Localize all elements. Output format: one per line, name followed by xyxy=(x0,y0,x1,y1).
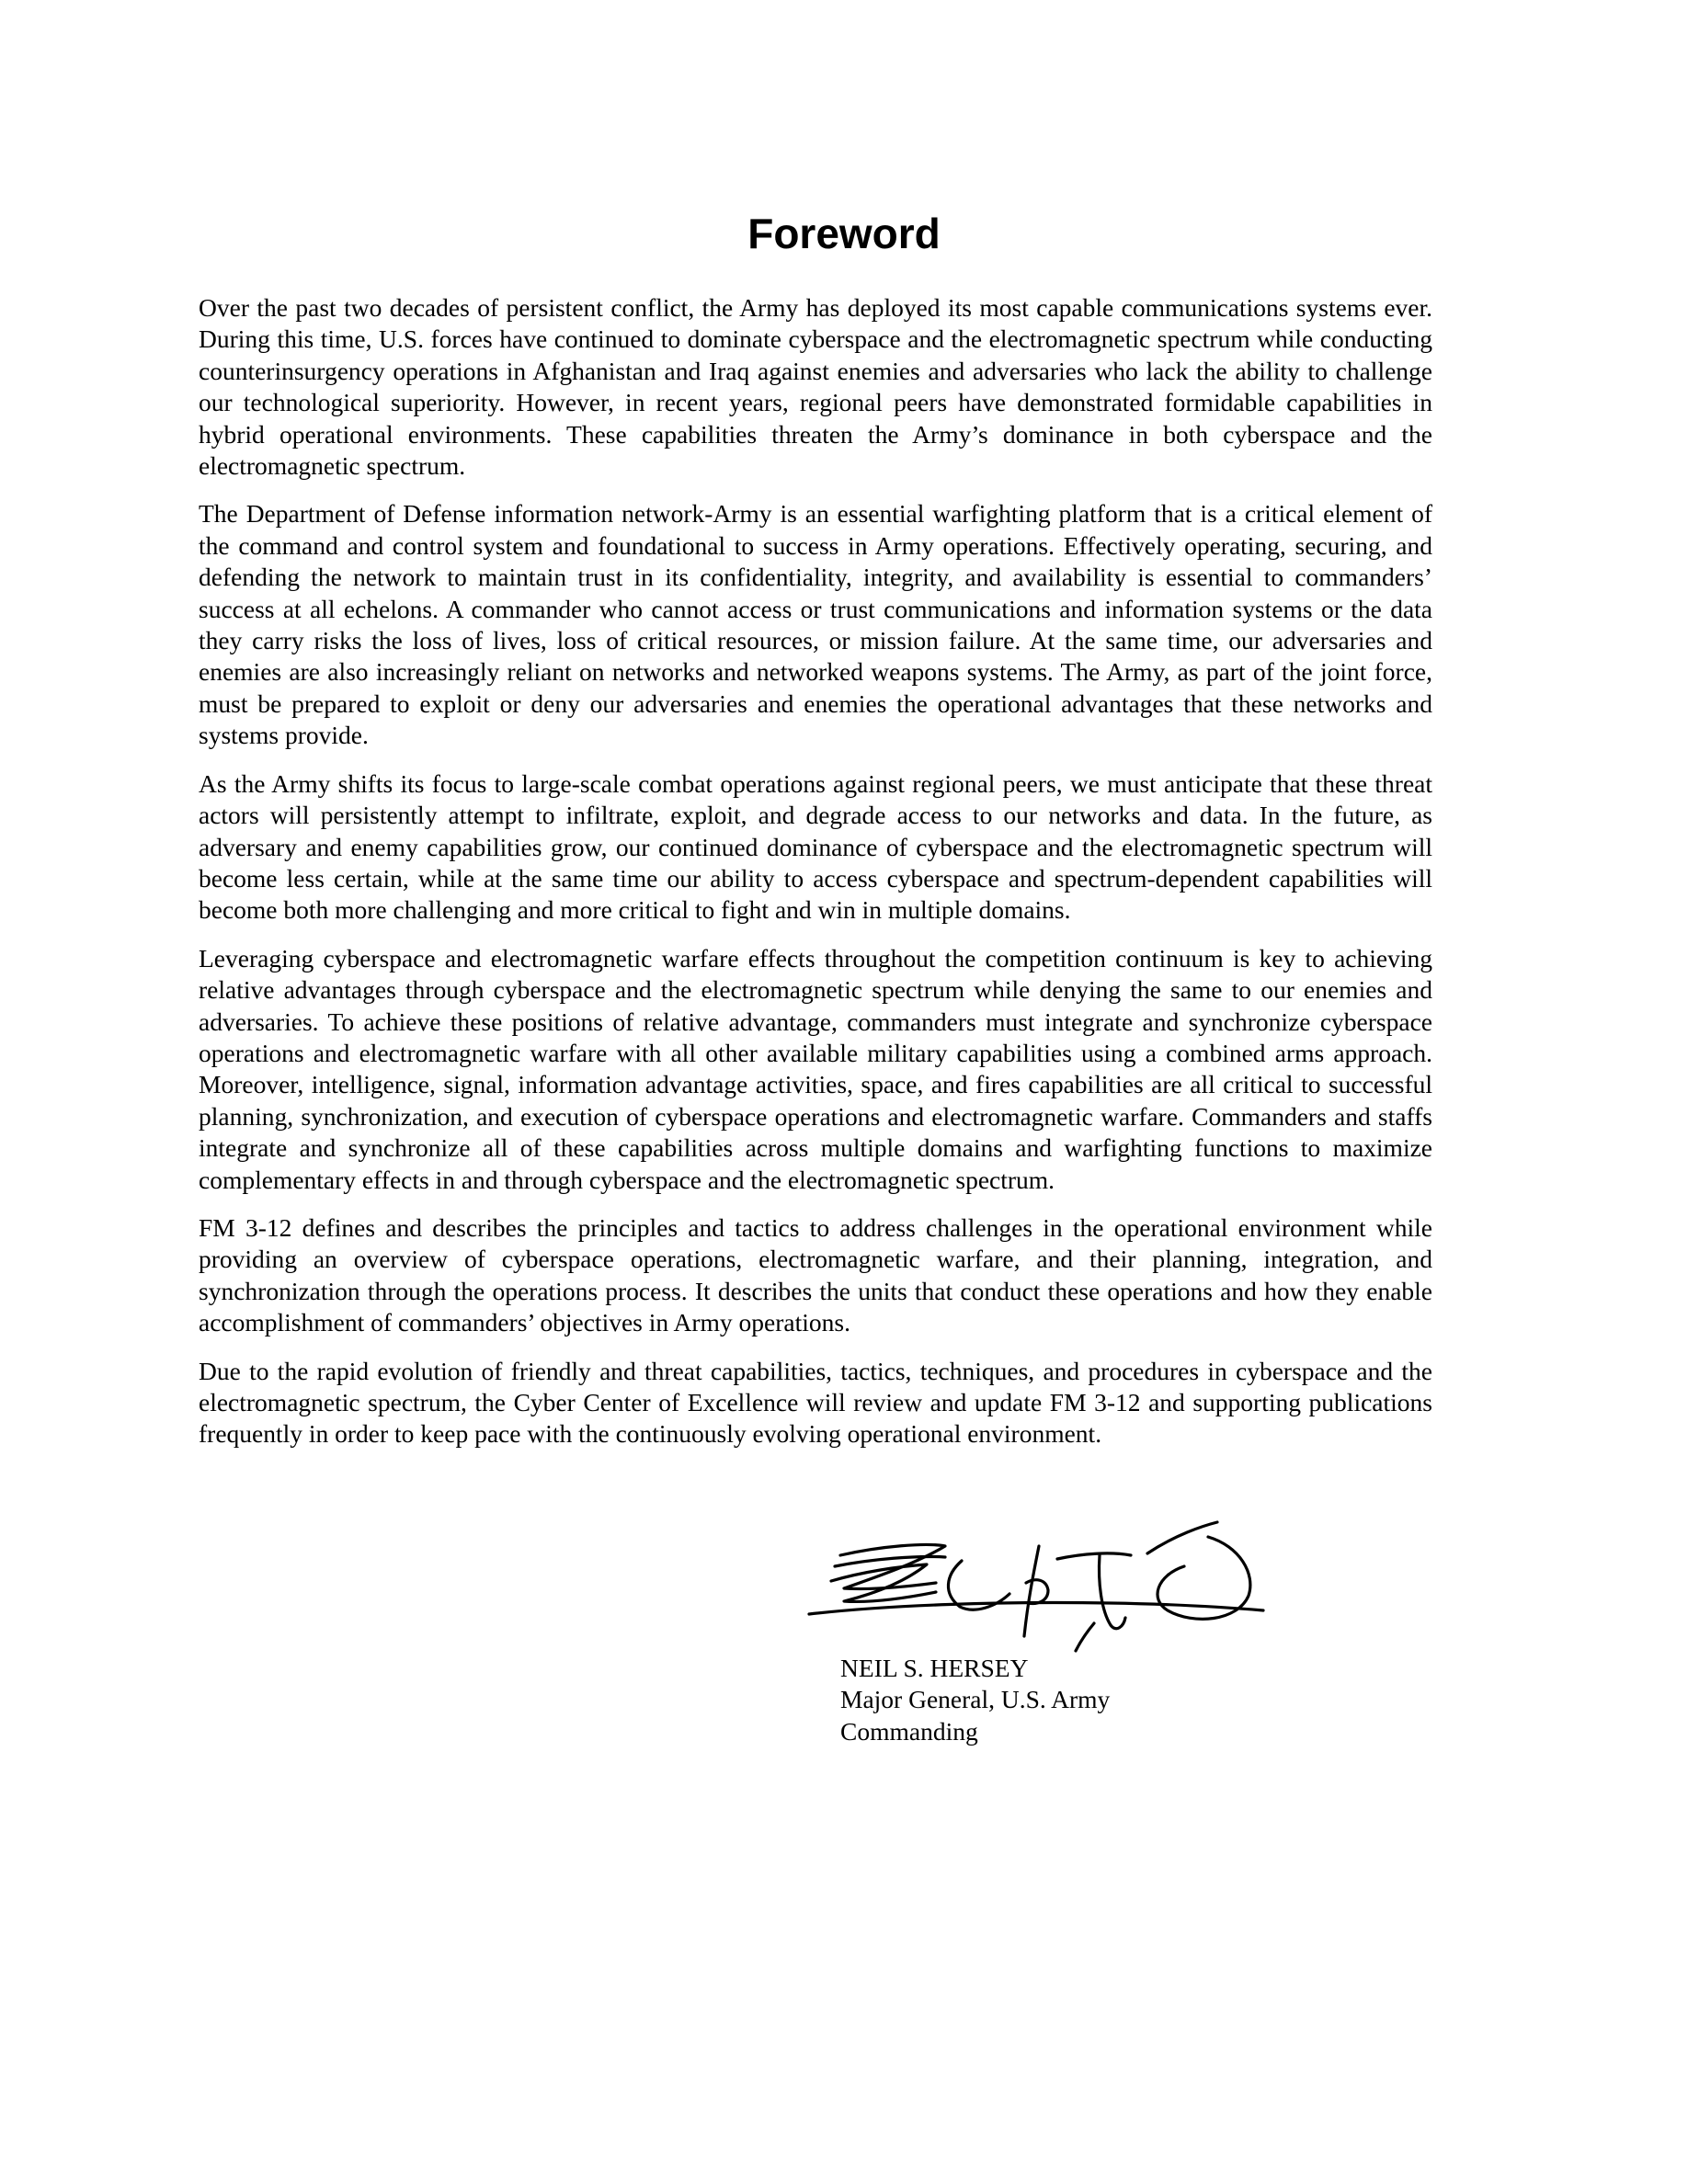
page-title: Foreword xyxy=(747,210,941,257)
paragraph-3: As the Army shifts its focus to large-scale combat operations against regional peers, we must anticipate that these threat actors will persistently attempt to infiltrate, exploit, and degrade access to our networks and data. In the future, as adversary and enemy capabilities grow, our continued dominance of cyberspace and the electromagnetic spectrum will become less certain, while at the same time our ability to access cyberspace and spectrum-dependent capabilities will become both more challenging and more critical to fight and win in multiple domains. xyxy=(199,768,1432,925)
signatory-rank: Major General, U.S. Army xyxy=(840,1685,1111,1714)
paragraph-4: Leveraging cyberspace and electromagnetic warfare effects throughout the competition continuum is key to achieving relative advantages through cyberspace and the electromagnetic spectrum while denying the same to our enemies and adversaries. To achieve these positions of relative advantage, commanders must integrate and synchronize cyberspace operations and electromagnetic warfare with all other available military capabilities using a combined arms approach. Moreover, intelligence, signal, information advantage activities, space, and fires capabilities are all critical to successful planning, synchronization, and execution of cyberspace operations and electromagnetic warfare. Commanders and staffs integrate and synchronize all of these capabilities across multiple domains and warfighting functions to maximize complementary effects in and through cyberspace and the electromagnetic spectrum. xyxy=(199,943,1432,1194)
paragraph-2: The Department of Defense information network-Army is an essential warfighting platform that is a critical element of the command and control system and foundational to success in Army operations. Effectively operating, securing, and defending the network to maintain trust in its confidentiality, integrity, and availability is essential to commanders’ success at all echelons. A commander who cannot access or trust communications and information systems or the data they carry risks the loss of lives, loss of critical resources, or mission failure. At the same time, our adversaries and enemies are also increasingly reliant on networks and networked weapons systems. The Army, as part of the joint force, must be prepared to exploit or deny our adversaries and enemies the operational advantages that these networks and systems provide. xyxy=(199,499,1432,750)
signatory-name: NEIL S. HERSEY xyxy=(840,1654,1029,1682)
signatory-position: Commanding xyxy=(840,1716,978,1746)
handwritten-signature xyxy=(807,1519,1267,1658)
paragraph-1: Over the past two decades of persistent conflict, the Army has deployed its most capable communications systems ever. During this time, U.S. forces have continued to dominate cyberspace and the electromagnetic spectrum while conducting counterinsurgency operations in Afghanistan and Iraq against enemies and adversaries who lack the ability to challenge our technological superiority. However, in recent years, regional peers have demonstrated formidable capabilities in hybrid operational environments. These capabilities threaten the Army’s dominance in both cyberspace and the electromagnetic spectrum. xyxy=(199,293,1432,481)
signature-drawing xyxy=(807,1519,1267,1658)
paragraph-5: FM 3-12 defines and describes the principles and tactics to address challenges in the operational environment while providing an overview of cyberspace operations, electromagnetic warfare, and their planning, integration, and synchronization through the operations process. It describes the units that conduct these operations and how they enable accomplishment of commanders’ objectives in Army operations. xyxy=(199,1212,1432,1337)
foreword-body xyxy=(199,292,1432,1467)
paragraph-6: Due to the rapid evolution of friendly and threat capabilities, tactics, techniques, and procedures in cyberspace and the electromagnetic spectrum, the Cyber Center of Excellence will review and update FM 3-12 and supporting publications frequently in order to keep pace with the continuously evolving operational environment. xyxy=(199,1356,1432,1449)
signature-block xyxy=(840,1653,1429,1747)
